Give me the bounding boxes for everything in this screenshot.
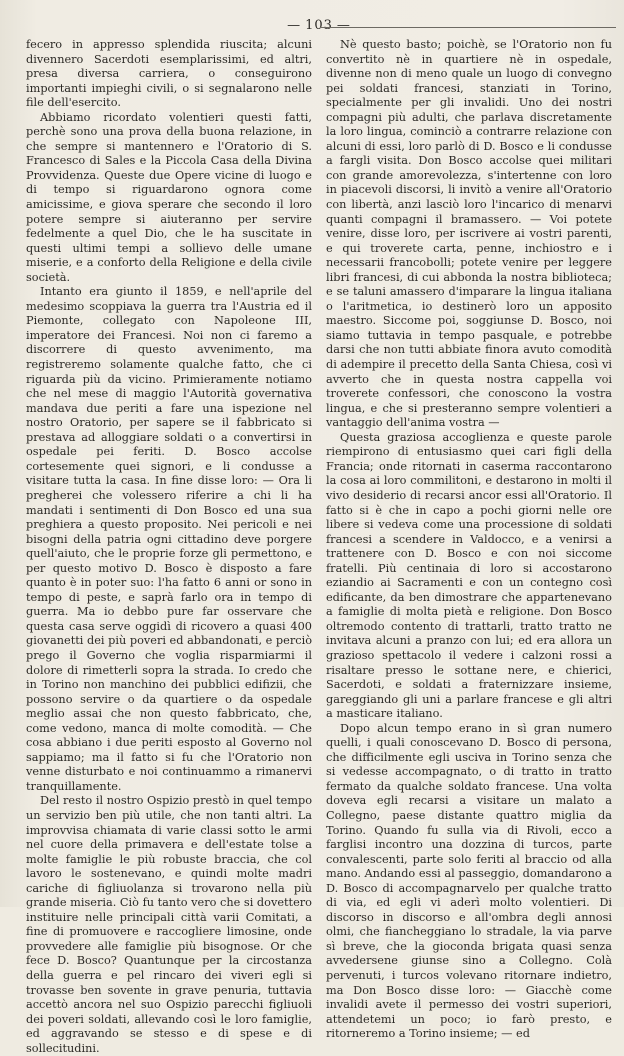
paragraph: Del resto il nostro Ospizio prestò in quel tempo un servizio ben più utile, che non tanti altri. La improvvisa chiamata di varie classi sotto le armi nel cuore della primavera e dell'estate tolse a molte famiglie le più robuste braccia, che col lavoro le sostenevano, e quindi molte madri cariche di figliuolanza si trovarono nella più grande miseria. Ciò fu tanto vero che si dovettero instituire nelle principali città varii Comitati, a fine di promuovere e raccogliere limosine, onde provvedere alle famiglie più bisognose. Or che fece D. Bosco? Quantunque per la circostanza della guerra e pel rincaro dei viveri egli si trovasse ben sovente in grave penuria, tuttavia accettò ancora nel suo Ospizio parecchi figliuoli dei poveri soldati, allevando così le loro famiglie, ed aggravando se stesso e di spese e di sollecitudini. — [26, 794, 312, 1055]
header-dash-right: — — [336, 17, 351, 33]
header-rule — [320, 27, 616, 28]
paragraph: Abbiamo ricordato volentieri questi fatti, perchè sono una prova della buona relazione, in che sempre si mantennero e l'Oratorio di S. Francesco di Sales e la Piccola Casa della Divina Provvidenza. Queste due Opere vicine di luogo e di tempo si riguardarono ognora come amicissime, e giova sperare che secondo il loro potere sempre si aiuteranno per servire fedelmente a quel Dio, che le ha suscitate in questi ultimi tempi a sollievo delle umane miserie, e a conforto della Religione e della civile società. — [26, 110, 312, 284]
paragraph: Questa graziosa accoglienza e queste parole riempirono di entusiasmo quei cari figli della Francia; onde ritornati in caserma raccontarono la cosa ai loro commilitoni, e destarono in molti il vivo desiderio di recarsi ancor essi all'Oratorio. Il fatto si è che in capo a pochi giorni nelle ore libere si vedeva come una processione di soldati francesi a scendere in Valdocco, e a venirsi a trattenere con D. Bosco e con noi siccome fratelli. Più centinaia di loro si accostarono eziandio ai Sacramenti e con un contegno così edificante, da ben dimostrare che appartenevano a famiglie di molta pietà e religione. Don Bosco oltremodo contento di trattarli, tratto tratto ne invitava alcuni a pranzo con lui; ed era allora un grazioso spettacolo il vedere i calzoni rossi a risaltare presso le sottane nere, e chierici, Sacerdoti, e soldati a fraternizzare insieme, gareggiando gli uni a parlare francese e gli altri a masticare italiano. — [326, 430, 612, 721]
paragraph: Dopo alcun tempo erano in sì gran numero quelli, i quali conoscevano D. Bosco di persona, che difficilmente egli usciva in Torino senza che si vedesse accompagnato, o di tratto in tratto fermato da qualche soldato francese. Una volta doveva egli recarsi a visitare un malato a Collegno, paese distante quattro miglia da Torino. Quando fu sulla via di Rivoli, ecco a farglisi incontro una dozzina di turcos, parte convalescenti, parte solo feriti al braccio od alla mano. Andando essi al passeggio, domandarono a D. Bosco di accompagnarvelo per qualche tratto di via, ed egli vi aderì molto volentieri. Di discorso in discorso e all'ombra degli annosi olmi, che fiancheggiano lo stradale, la via parve sì breve, che la gioconda brigata quasi senza avvedersene giunse sino a Collegno. Colà pervenuti, i turcos volevano ritornare indietro, ma Don Bosco disse loro: — Giacchè come invalidi avete il permesso dei vostri superiori, attendetemi un poco; io farò presto, e ritorneremo a Torino insieme; — ed — [326, 721, 612, 1041]
paragraph: fecero in appresso splendida riuscita; alcuni divennero Sacerdoti esemplarissimi, ed altri, presa diversa carriera, o conseguirono importanti impieghi civili, o si segnalarono nelle file dell'esercito. — [26, 38, 312, 110]
text-columns — [26, 38, 612, 1056]
page-number: 103 — [305, 17, 333, 33]
page-header — [26, 14, 612, 36]
left-column — [26, 38, 312, 1056]
right-column — [326, 38, 612, 1056]
paragraph: Nè questo basto; poichè, se l'Oratorio non fu convertito nè in quartiere nè in ospedale, divenne non di meno quale un luogo di convegno pei soldati francesi, stanziati in Torino, specialmente per gli invalidi. Uno dei nostri compagni più adulti, che parlava discretamente la loro lingua, cominciò a contrarre relazione con alcuni di essi, loro parlò di D. Bosco e li condusse a fargli visita. Don Bosco accolse quei militari con grande amorevolezza, s'intertenne con loro in piacevoli discorsi, li invitò a venire all'Oratorio con libertà, anzi lasciò loro l'incarico di menarvi quanti compagni il bramassero. — Voi potete venire, disse loro, per iscrivere ai vostri parenti, e qui troverete carta, penne, inchiostro e i necessarii francobolli; potete venire per leggere libri francesi, di cui abbonda la nostra biblioteca; e se taluni amassero d'imparare la lingua italiana o l'aritmetica, io destinerò loro un apposito maestro. Siccome poi, soggiunse D. Bosco, noi siamo tuttavia in tempo pasquale, e potrebbe darsi che non tutti abbiate finora avuto comodità di adempire il precetto della Santa Chiesa, così vi avverto che in questa nostra cappella voi troverete confessori, che conoscono la vostra lingua, e che si presteranno sempre volentieri a vantaggio dell'anima vostra — — [326, 38, 612, 430]
header-dash-left: — — [287, 17, 302, 33]
paragraph: Intanto era giunto il 1859, e nell'aprile del medesimo scoppiava la guerra tra l'Austria ed il Piemonte, collegato con Napoleone III, imperatore dei Francesi. Noi non ci faremo a discorrere di questo avvenimento, ma registreremo solamente qualche fatto, che ci riguarda più da vicino. Primieramente notiamo che nel mese di maggio l'Autorità governativa mandava due periti a fare una ispezione nel nostro Oratorio, per sapere se il fabbricato si prestava ad alloggiare soldati o a convertirsi in ospedale pei feriti. D. Bosco accolse cortesemente quei signori, e li condusse a visitare tutta la casa. In fine disse loro: — Ora li pregherei che volessero riferire a chi li ha mandati i sentimenti di Don Bosco ed una sua preghiera a questo proposito. Nei pericoli e nei bisogni della patria ogni cittadino deve porgere quell'aiuto, che le proprie forze gli permettono, e per questo motivo D. Bosco è disposto a fare quanto è in poter suo: l'ha fatto 6 anni or sono in tempo di peste, e saprà farlo ora in tempo di guerra. Ma io debbo pure far osservare che questa casa serve oggidì di ricovero a quasi 400 giovanetti dei più poveri ed abbandonati, e perciò prego il Governo che voglia risparmiarmi il dolore di rimetterli sopra la strada. Io credo che in Torino non manchino dei pubblici edifizii, che possono servire o da quartiere o da ospedale meglio assai che non questo fabbricato, che, come vedono, manca di molte comodità. — Che cosa abbiano i due periti esposto al Governo nol sappiamo; ma il fatto si fu che l'Oratorio non venne disturbato e noi continuammo a rimanervi tranquillamente. — [26, 285, 312, 793]
